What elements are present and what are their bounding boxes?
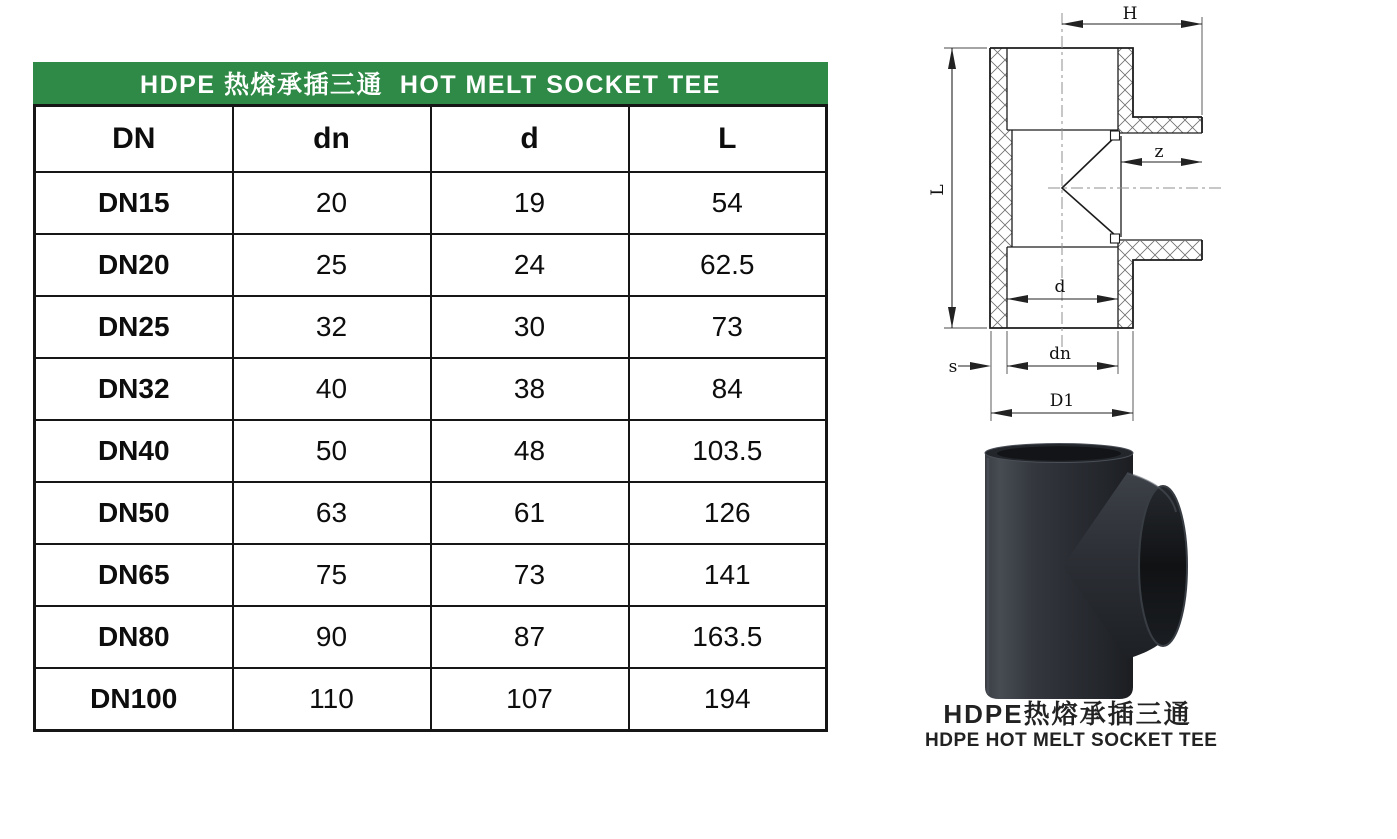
cell-d: 38: [431, 358, 629, 420]
dim-label-dn: dn: [1049, 344, 1071, 364]
dim-label-H: H: [1122, 4, 1138, 24]
cell-L: 73: [629, 296, 827, 358]
cell-dn-size: DN65: [35, 544, 233, 606]
cell-d: 107: [431, 668, 629, 731]
table-row: [35, 420, 827, 482]
cell-dn: 110: [233, 668, 431, 731]
dim-label-L: L: [928, 184, 948, 196]
table-row: [35, 544, 827, 606]
top-bore: [997, 446, 1121, 460]
dimension-arrowheads: [948, 20, 1202, 417]
cell-dn: 75: [233, 544, 431, 606]
cell-dn-size: DN100: [35, 668, 233, 731]
table-row: [35, 606, 827, 668]
tee-product-photo: [950, 435, 1210, 705]
wall-upper-right-hatch: [1118, 48, 1202, 133]
extension-lines: [944, 17, 1202, 421]
wall-left-hatch: [990, 48, 1012, 328]
table-row: [35, 234, 827, 296]
cell-dn: 40: [233, 358, 431, 420]
cell-L: 62.5: [629, 234, 827, 296]
table-row: [35, 296, 827, 358]
branch-chevron: [1062, 136, 1116, 236]
cell-d: 30: [431, 296, 629, 358]
wall-lower-right-hatch: [1118, 241, 1202, 328]
cell-d: 24: [431, 234, 629, 296]
cell-dn: 50: [233, 420, 431, 482]
photo-caption-zh: HDPE热熔承插三通: [943, 699, 1192, 729]
spec-table: [33, 104, 828, 732]
tee-cross-section-diagram: [925, 0, 1245, 435]
cell-dn-size: DN40: [35, 420, 233, 482]
cell-dn-size: DN32: [35, 358, 233, 420]
dim-label-d: d: [1054, 277, 1066, 297]
corner-marker-top: [1111, 131, 1120, 140]
dim-label-s: s: [948, 357, 958, 377]
cell-L: 194: [629, 668, 827, 731]
branch-end-face: [1139, 486, 1187, 646]
cell-L: 103.5: [629, 420, 827, 482]
table-row: [35, 358, 827, 420]
cell-dn: 25: [233, 234, 431, 296]
cell-dn-size: DN15: [35, 172, 233, 234]
cell-d: 61: [431, 482, 629, 544]
cell-L: 163.5: [629, 606, 827, 668]
column-header-DN: DN: [35, 106, 233, 173]
photo-caption-block: [925, 699, 1218, 752]
column-header-L: L: [629, 106, 827, 173]
cell-dn: 32: [233, 296, 431, 358]
spec-table-block: [33, 62, 828, 732]
cell-dn: 90: [233, 606, 431, 668]
cell-L: 126: [629, 482, 827, 544]
column-header-d: d: [431, 106, 629, 173]
cell-dn-size: DN25: [35, 296, 233, 358]
dim-label-z: z: [1154, 142, 1164, 162]
cell-dn: 20: [233, 172, 431, 234]
cell-dn-size: DN50: [35, 482, 233, 544]
table-row: [35, 482, 827, 544]
cell-d: 48: [431, 420, 629, 482]
cell-d: 87: [431, 606, 629, 668]
cell-L: 84: [629, 358, 827, 420]
table-row: [35, 172, 827, 234]
cell-d: 19: [431, 172, 629, 234]
cell-L: 141: [629, 544, 827, 606]
table-row: [35, 668, 827, 731]
table-title: HDPE 热熔承插三通 HOT MELT SOCKET TEE: [140, 71, 721, 99]
table-title-bar: [33, 62, 828, 104]
cell-d: 73: [431, 544, 629, 606]
header-row: [35, 106, 827, 173]
cell-dn: 63: [233, 482, 431, 544]
cell-dn-size: DN80: [35, 606, 233, 668]
corner-marker-bottom: [1111, 234, 1120, 243]
dim-label-D1: D1: [1049, 391, 1075, 411]
column-header-dn: dn: [233, 106, 431, 173]
cell-dn-size: DN20: [35, 234, 233, 296]
cell-L: 54: [629, 172, 827, 234]
photo-caption-en: HDPE HOT MELT SOCKET TEE: [925, 729, 1218, 751]
